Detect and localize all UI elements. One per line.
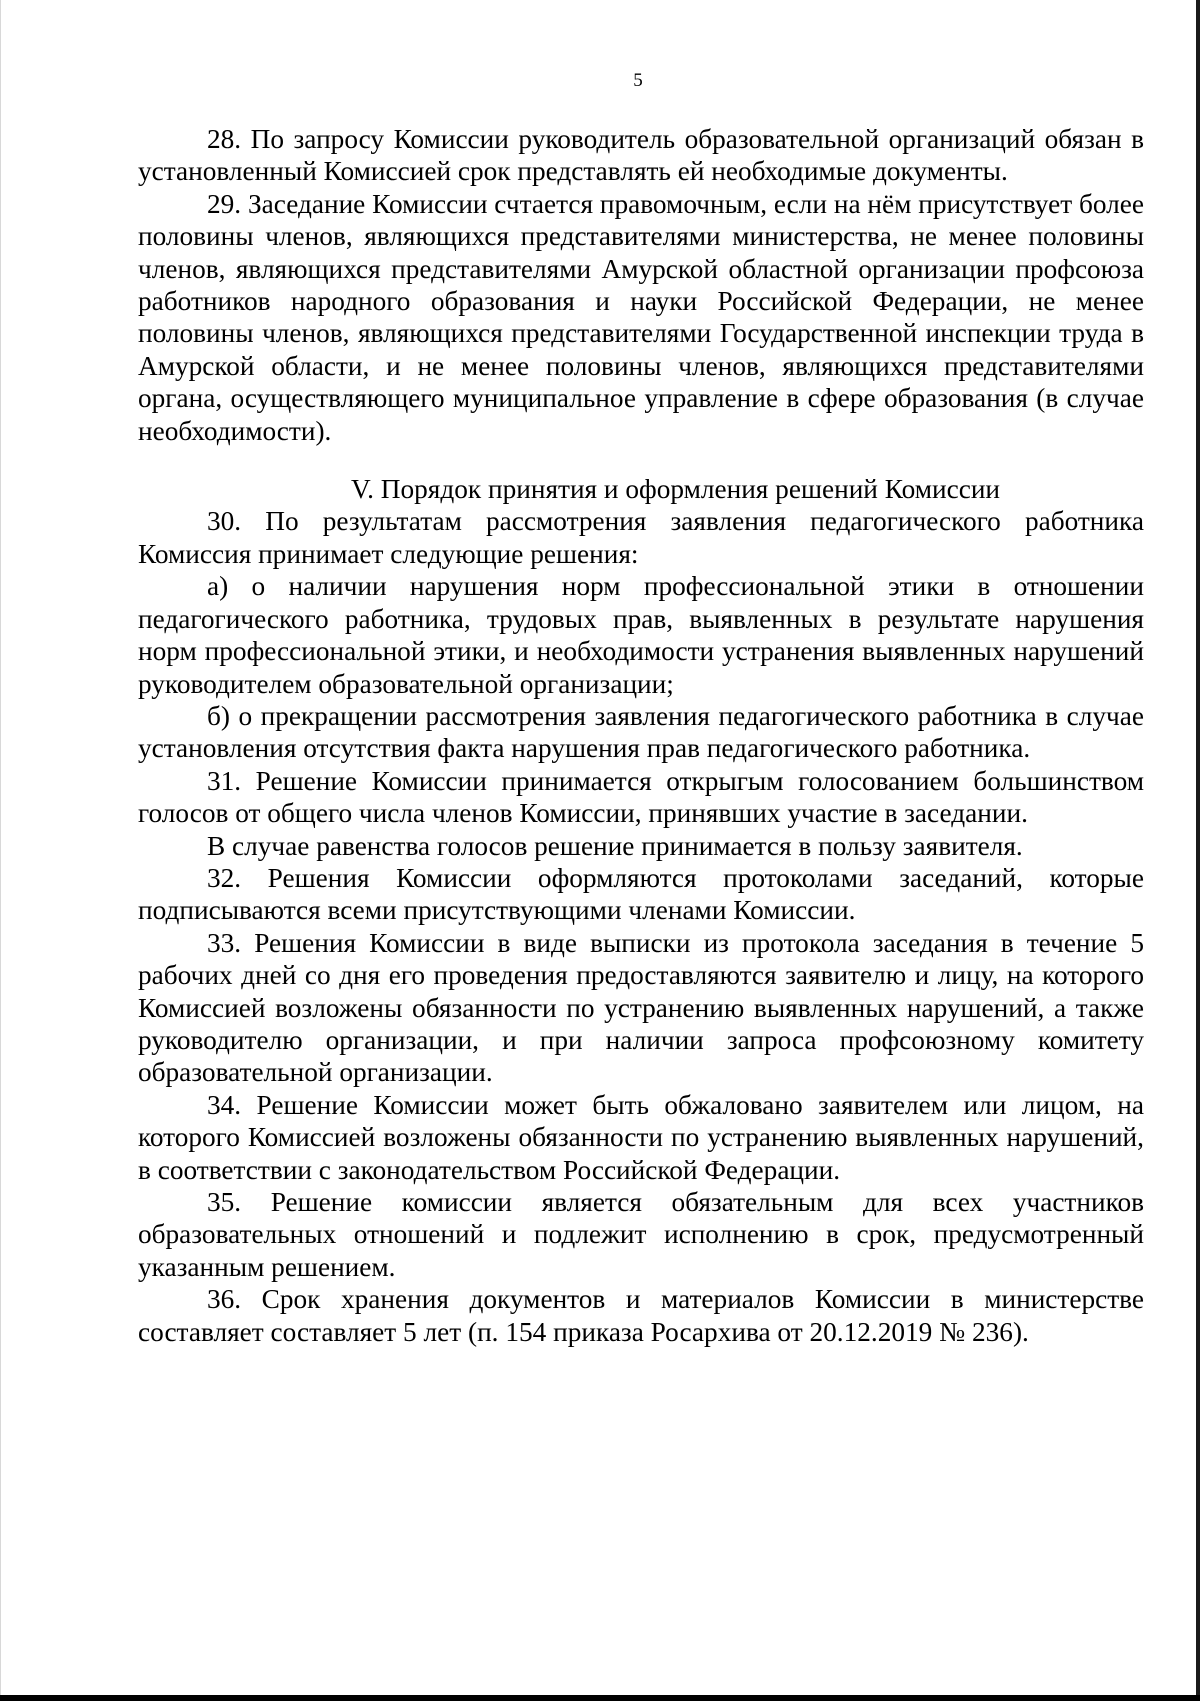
paragraph-30: 30. По результатам рассмотрения заявления педагогического работника Комиссия принимает следующие решения: xyxy=(138,506,1144,569)
document-body xyxy=(138,123,1144,1348)
paragraph-31-tie: В случае равенства голосов решение принимается в пользу заявителя. xyxy=(207,830,1023,861)
paragraph-32: 32. Решения Комиссии оформляются протоколами заседаний, которые подписываются всеми присутствующими членами Комиссии. xyxy=(138,862,1144,926)
scan-left-edge xyxy=(0,0,1,1701)
paragraph-31: 31. Решение Комиссии принимается открыгым голосованием большинством голосов от общего числа членов Комиссии, принявших участие в заседании. xyxy=(138,765,1144,829)
section-heading: V. Порядок принятия и оформления решений Комиссии xyxy=(350,474,1001,505)
scan-bottom-edge xyxy=(0,1695,1200,1701)
paragraph-29: 29. Заседание Комиссии счтается правомочным, если на нём присутствует более половины членов, являющихся представителями министерства, не менее половины членов, являющихся представителями Амурской областной организации профсоюза работников народного образования и науки Российской Федерации, не менее половины членов, являющихся представителями Государственной инспекции труда в Амурской области, и не менее половины членов, являющихся представителями органа, осуществляющего муниципальное управление в сфере образования (в случае необходимости). xyxy=(138,188,1144,446)
paragraph-30-b: б) о прекращении рассмотрения заявления педагогического работника в случае установления отсутствия факта нарушения прав педагогического работника. xyxy=(138,700,1144,764)
paragraph-33: 33. Решения Комиссии в виде выписки из протокола заседания в течение 5 рабочих дней со дня его проведения предоставляются заявителю и лицу, на которого Комиссией возложены обязанности по устранению выявленных нарушений, а также руководителю организации, и при наличии запроса профсоюзному комитету образовательной организации. xyxy=(138,927,1144,1088)
paragraph-36: 36. Срок хранения документов и материалов Комиссии в министерстве составляет составляет 5 лет (п. 154 приказа Росархива от 20.12.2019 № 236). xyxy=(138,1284,1144,1347)
page-number: 5 xyxy=(633,70,643,91)
paragraph-35: 35. Решение комиссии является обязательным для всех участников образовательных отношений и подлежит исполнению в срок, предусмотренный указанным решением. xyxy=(138,1187,1144,1282)
paragraph-28: 28. По запросу Комиссии руководитель образовательной организаций обязан в установленный Комиссией срок представлять ей необходимые документы. xyxy=(138,124,1144,187)
scan-right-edge xyxy=(1196,0,1200,1701)
paragraph-34: 34. Решение Комиссии может быть обжаловано заявителем или лицом, на которого Комиссией возложены обязанности по устранению выявленных нарушений, в соответствии с законодательством Российской Федерации. xyxy=(138,1089,1144,1185)
paragraph-30-a: а) о наличии нарушения норм профессиональной этики в отношении педагогического работника, трудовых прав, выявленных в результате нарушения норм профессиональной этики, и необходимости устранения выявленных нарушений руководителем образовательной организации; xyxy=(138,571,1144,699)
